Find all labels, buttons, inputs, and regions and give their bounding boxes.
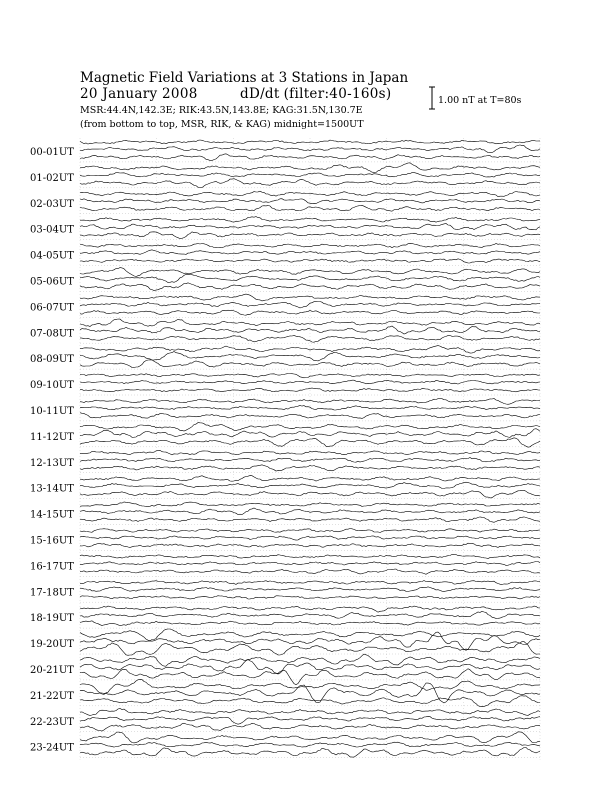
hour-label: 21-22UT xyxy=(30,690,74,702)
trace-MSR xyxy=(80,283,540,291)
trace-KAG xyxy=(80,268,540,277)
hour-label: 22-23UT xyxy=(30,716,74,728)
hour-label: 11-12UT xyxy=(30,431,74,443)
station-order-note: (from bottom to top, MSR, RIK, & KAG) midnight=1500UT xyxy=(80,119,364,130)
station-list: MSR:44.4N,142.3E; RIK:43.5N,143.8E; KAG:31.5N,130.7E xyxy=(80,105,363,116)
hour-label: 16-17UT xyxy=(30,561,74,573)
trace-RIK xyxy=(80,429,540,438)
hour-label: 20-21UT xyxy=(30,665,74,676)
trace-KAG xyxy=(80,243,540,247)
trace-RIK xyxy=(80,274,540,282)
hour-label: 08-09UT xyxy=(30,354,74,366)
trace-RIK xyxy=(80,632,540,650)
hour-label: 19-20UT xyxy=(30,639,74,651)
hour-label: 01-02UT xyxy=(30,172,74,184)
trace-MSR xyxy=(80,747,540,757)
chart-date: 20 January 2008 xyxy=(80,86,198,102)
hour-label: 15-16UT xyxy=(30,535,74,547)
hour-label: 07-08UT xyxy=(30,328,74,340)
trace-KAG xyxy=(80,319,540,327)
plot-grid xyxy=(80,138,540,760)
hour-label: 09-10UT xyxy=(30,380,74,392)
hour-row-01-02UT xyxy=(30,163,540,188)
chart-title: Magnetic Field Variations at 3 Stations in Japan xyxy=(80,70,409,86)
hour-label: 17-18UT xyxy=(30,587,74,599)
trace-RIK xyxy=(80,587,540,592)
trace-MSR xyxy=(80,490,540,498)
hour-label: 14-15UT xyxy=(30,509,74,521)
hour-label: 04-05UT xyxy=(30,250,74,262)
trace-RIK xyxy=(80,380,540,384)
trace-RIK xyxy=(80,145,540,153)
hour-label: 03-04UT xyxy=(30,224,74,236)
trace-MSR xyxy=(80,388,540,392)
trace-MSR xyxy=(80,642,540,656)
hour-label: 10-11UT xyxy=(30,406,74,417)
chart-filter: (filter:40-160s) xyxy=(283,86,392,102)
hour-label: 12-13UT xyxy=(30,457,74,469)
hour-label: 13-14UT xyxy=(30,483,74,495)
trace-MSR xyxy=(80,696,540,707)
trace-MSR xyxy=(80,517,540,522)
hour-label: 02-03UT xyxy=(30,198,74,210)
scale-label: 1.00 nT at T=80s xyxy=(438,95,522,106)
trace-MSR xyxy=(80,465,540,471)
trace-MSR xyxy=(80,438,540,447)
hour-label: 18-19UT xyxy=(30,613,74,625)
trace-RIK xyxy=(80,406,540,411)
chart-quantity: dD/dt xyxy=(240,86,280,102)
hour-label: 23-24UT xyxy=(30,742,74,754)
trace-KAG xyxy=(80,140,540,144)
trace-MSR xyxy=(80,413,540,419)
trace-MSR xyxy=(80,259,540,263)
hour-label: 06-07UT xyxy=(30,302,74,314)
hour-label: 00-01UT xyxy=(30,147,74,158)
hour-label: 05-06UT xyxy=(30,276,74,288)
